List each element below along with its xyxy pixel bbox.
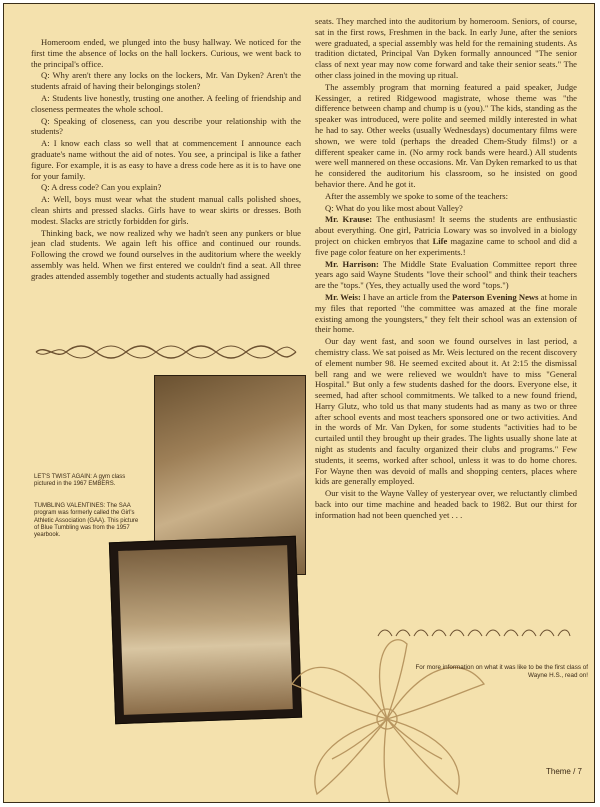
paragraph: The assembly program that morning featured a paid speaker, Judge Kessinger, a retired Ridgewood magistrate, whose theme was "the difference between champ and chump is u (you)." The kids, standing as the speaker was introduced, were polite and seemed mildly interested in what he had to say. Other weeks (usually Wednesdays) documentary films were shown, we were told (perhaps the dreaded Chem-Study films!) or a different speaker came in. (No army rock bands were heard.) All students were well mannered on these occasions. Mr. Van Dyken remarked to us that he considered the auditorium his classroom, so he insisted on good behavior there. And he got it. — [315, 81, 577, 189]
paragraph: Thinking back, we now realized why we hadn't seen any punkers or blue jean clad students. We again left his office and continued our rounds. Following the crowd we found ourselves in the auditorium where the weekly assembly was held. When we first entered we couldn't find a seat. All three grades attended assembly together and students actually had assigned — [31, 227, 301, 281]
speaker-name: Mr. Harrison: — [325, 258, 379, 269]
paragraph: seats. They marched into the auditorium by homeroom. Seniors, of course, sat in the first rows, Freshmen in the back. In early June, after the seniors were graduated, a special assembly was held for the remaining students. As tradition dictated, Principal Van Dyken formally announced "The senior class of next year may now come forward and take their senior seats." The other class joined in the moving up ritual. — [315, 16, 577, 80]
caption: TUMBLING VALENTINES: The SAA program was formerly called the Girl's Athletic Association (GAA). This picture of Blue Tumbling was from the 1957 yearbook. — [34, 502, 139, 539]
paragraph: Q: Why aren't there any locks on the lockers, Mr. Van Dyken? Aren't the students afraid of having their belongings stolen? — [31, 70, 301, 92]
ornamental-divider — [34, 345, 298, 359]
left-column-text — [31, 37, 301, 283]
paragraph: Homeroom ended, we plunged into the busy hallway. We noticed for the first time the absence of locks on the hall lockers. Curious, we went back to the principal's office. — [31, 37, 301, 69]
speaker-name: Mr. Krause: — [325, 214, 373, 225]
speaker-name: Mr. Weis: — [325, 291, 361, 302]
yearbook-page — [3, 3, 595, 803]
flower-illustration — [272, 624, 502, 803]
teacher-quote: Mr. Harrison: The Middle State Evaluation Committee report three years ago said Wayne Students "love their school" and think their teachers are the "tops." (Yes, they actually used the word "tops.") — [315, 258, 577, 291]
page-number: Theme / 7 — [545, 767, 582, 776]
footnote: For more information on what it was like to be the first class of Wayne H.S., read on! — [415, 664, 588, 679]
teacher-quote: Mr. Krause: The enthusiasm! It seems the students are enthusiastic about everything. One girl, Patricia Lowary was so involved in a biology project on chicken embryos that Life magazine came to school and did a five page color feature on her experiments.! — [315, 214, 578, 257]
paragraph: A: Well, boys must wear what the student manual calls polished shoes, clean shirts and pressed slacks. Girls have to wear skirts or dresses. Both modest. Slacks are strictly forbidden for girls. — [31, 194, 301, 226]
paragraph: Q: A dress code? Can you explain? — [41, 182, 162, 193]
paragraph: Q: What do you like most about Valley? — [325, 202, 463, 213]
paragraph: Our visit to the Wayne Valley of yesteryear over, we reluctantly climbed back into our time machine and headed back to 1982. But our thirst for information had not been quenched yet . . . — [315, 488, 577, 520]
right-column-text — [315, 16, 577, 522]
paragraph: A: Students live honestly, trusting one another. A feeling of friendship and closeness permeates the whole school. — [31, 92, 301, 114]
teacher-quote: Mr. Weis: I have an article from the Paterson Evening News at home in my files that reported "the committee was amazed at the fine morale existing among the youngsters," they felt their school was an extension of their home. — [315, 291, 577, 335]
caption: LET'S TWIST AGAIN: A gym class pictured in the 1967 EMBERS. — [34, 474, 126, 488]
paragraph: A: I know each class so well that at commencement I announce each graduate's name without the aid of notes. You see, a principal is like a father figure. For example, it is as easy to have a dress code here as it is to have one for your family. — [31, 138, 301, 181]
paragraph: Our day went fast, and soon we found ourselves in last period, a chemistry class. We sat poised as Mr. Weis lectured on the recent discovery of element number 98. He seemed excited about it. At 2:15 the dismissal bell rang and we were relieved we wouldn't have to miss "General Hospital." But only a few students dashed for the doors. Everyone else, it seemed, had after school commitments. We talked to a new found friend, Harry Glutz, who told us that many students had as many as two or three after school events and most teachers sponsored one or two activities. And in the words of Mr. Van Dyken, for some students "activities had to be curtailed until they brought up their grades. The lights usually shone late at night as students and faculty organized their clubs and programs." Few students, it seems, worked after school, unless it was to do home chores. For Wayne then was devoid of malls and shopping centers, places where kids are generally employed. — [315, 336, 577, 487]
paragraph: After the assembly we spoke to some of the teachers: — [325, 190, 509, 201]
photo-captions — [34, 474, 142, 554]
paragraph: Q: Speaking of closeness, can you describe your relationship with the students? — [31, 115, 301, 137]
